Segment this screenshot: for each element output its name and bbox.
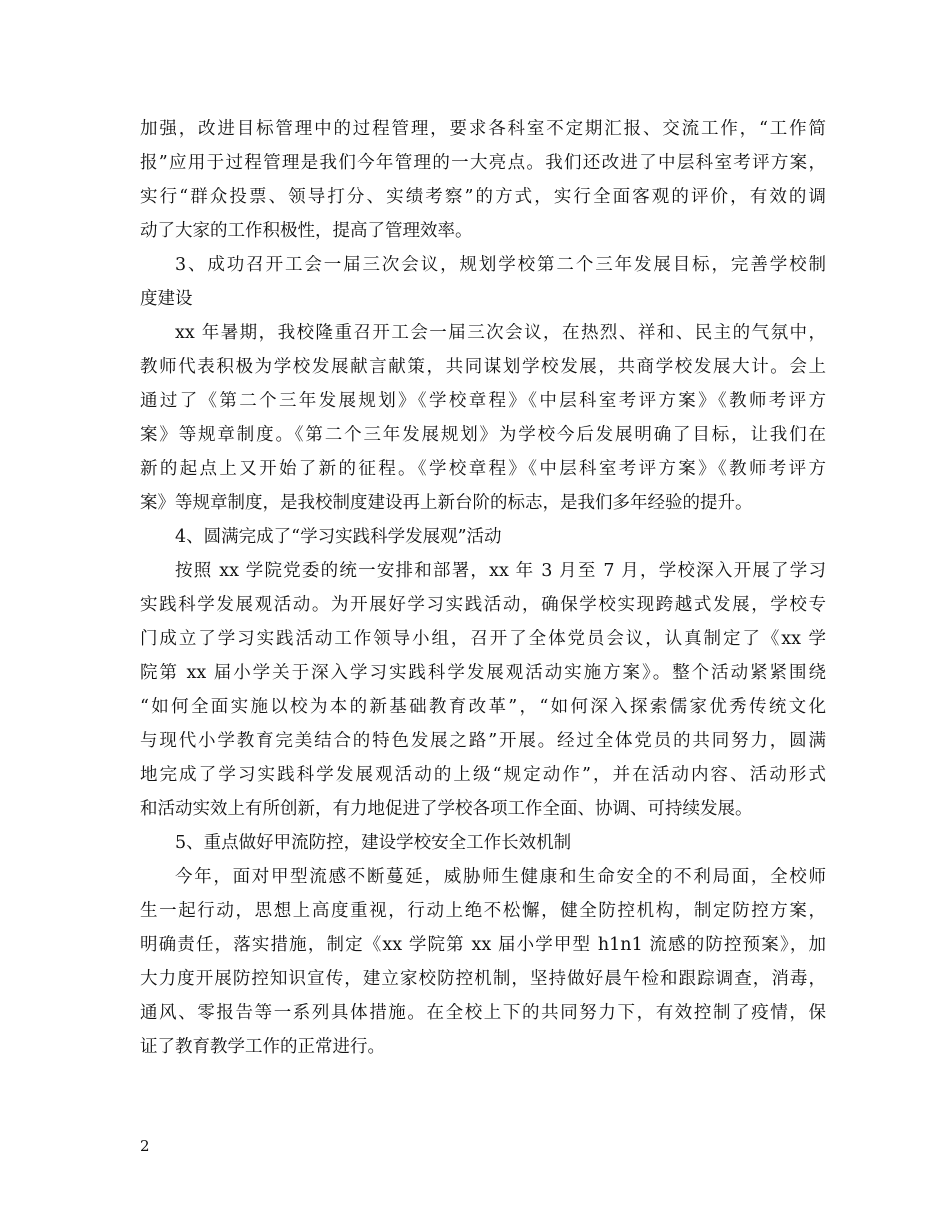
text-line: 通风、零报告等一系列具体措施。在全校上下的共同努力下，有效控制了疫情，保 — [140, 1003, 826, 1023]
text-line: “如何全面实施以校为本的新基础教育改革”，“如何深入探索儒家优秀传统文化 — [140, 697, 826, 717]
text-line: 实行“群众投票、领导打分、实绩考察”的方式，实行全面客观的评价，有效的调 — [140, 187, 826, 207]
text-line: 4、圆满完成了“学习实践科学发展观”活动 — [175, 527, 502, 547]
text-line: 和活动实效上有所创新，有力地促进了学校各项工作全面、协调、可持续发展。 — [140, 799, 753, 819]
text-line: 通过了《第二个三年发展规划》《学校章程》《中层科室考评方案》《教师考评方 — [140, 391, 826, 411]
text-line: 3、成功召开工会一届三次会议，规划学校第二个三年发展目标，完善学校制 — [175, 255, 826, 275]
text-line: 动了大家的工作积极性，提高了管理效率。 — [140, 221, 473, 241]
text-line: 地完成了学习实践科学发展观活动的上级“规定动作”，并在活动内容、活动形式 — [140, 765, 826, 785]
body-text — [140, 112, 826, 1064]
text-line: 报”应用于过程管理是我们今年管理的一大亮点。我们还改进了中层科室考评方案， — [140, 153, 826, 173]
text-line: 5、重点做好甲流防控，建设学校安全工作长效机制 — [175, 833, 572, 853]
text-line: 度建设 — [140, 289, 193, 309]
text-line: 教师代表积极为学校发展献言献策，共同谋划学校发展，共商学校发展大计。会上 — [140, 357, 826, 377]
text-line: 今年，面对甲型流感不断蔓延，威胁师生健康和生命安全的不利局面，全校师 — [175, 867, 826, 887]
text-line: 门成立了学习实践活动工作领导小组，召开了全体党员会议，认真制定了《xx 学 — [140, 629, 826, 649]
text-line: xx 年暑期，我校隆重召开工会一届三次会议，在热烈、祥和、民主的气氛中， — [175, 323, 826, 343]
text-line: 案》等规章制度。《第二个三年发展规划》为学校今后发展明确了目标，让我们在 — [140, 425, 826, 445]
text-line: 大力度开展防控知识宣传，建立家校防控机制，坚持做好晨午检和跟踪调查，消毒， — [140, 969, 826, 989]
text-line: 证了教育教学工作的正常进行。 — [140, 1037, 385, 1057]
text-line: 院第 xx 届小学关于深入学习实践科学发展观活动实施方案》。整个活动紧紧围绕 — [140, 663, 826, 683]
text-line: 案》等规章制度，是我校制度建设再上新台阶的标志，是我们多年经验的提升。 — [140, 493, 753, 513]
text-line: 生一起行动，思想上高度重视，行动上绝不松懈，健全防控机构，制定防控方案， — [140, 901, 826, 921]
text-line: 明确责任，落实措施，制定《xx 学院第 xx 届小学甲型 h1n1 流感的防控预案》，加 — [140, 935, 826, 955]
text-line: 实践科学发展观活动。为开展好学习实践活动，确保学校实现跨越式发展，学校专 — [140, 595, 826, 615]
text-line: 按照 xx 学院党委的统一安排和部署，xx 年 3 月至 7 月，学校深入开展了学习 — [175, 561, 826, 581]
text-line: 新的起点上又开始了新的征程。《学校章程》《中层科室考评方案》《教师考评方 — [140, 459, 826, 479]
text-line: 与现代小学教育完美结合的特色发展之路”开展。经过全体党员的共同努力，圆满 — [140, 731, 826, 751]
text-line: 加强，改进目标管理中的过程管理，要求各科室不定期汇报、交流工作，“工作简 — [140, 119, 826, 139]
page-number: 2 — [140, 1137, 150, 1155]
